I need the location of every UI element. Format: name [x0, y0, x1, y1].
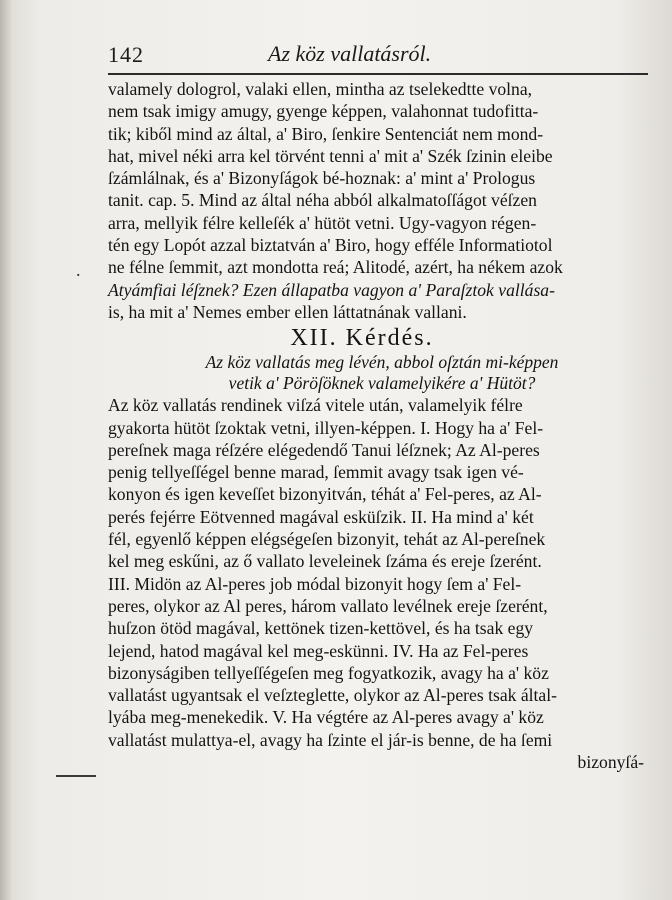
text-line: vallatást ugyantsak el veſzteglette, olykor az Al-peres tsak által- — [108, 685, 557, 706]
question-block — [108, 352, 656, 394]
text-line: lejend, hatod magával kel meg-eskünni. IV. Ha az Fel-peres — [108, 640, 529, 661]
page-body — [108, 78, 656, 773]
question-line: vetik a' Pöröſöknek valamelyikére a' Hütöt? — [228, 373, 536, 394]
text-line: lyába meg-menekedik. V. Ha végtére az Al-peres avagy a' köz — [108, 707, 544, 728]
text-line: III. Midön az Al-peres job módal bizonyit hogy ſem a' Fel- — [108, 573, 522, 594]
text-line: tén egy Lopót azzal biztatván a' Biro, hogy efféle Informatiotol — [108, 235, 553, 256]
text-line: Atyámfiai léſznek? Ezen állapatba vagyon a' Paraſztok vallása- — [108, 279, 555, 300]
header-rule — [108, 73, 648, 75]
text-line: gyakorta hütöt ſzoktak vetni, illyen-képpen. I. Hogy ha a' Fel- — [108, 417, 544, 438]
text-line: penig tellyeſſégel benne marad, ſemmit avagy tsak igen vé- — [108, 462, 524, 483]
chapter-heading: XII. Kérdés. — [290, 325, 434, 352]
catchword: bizonyſá- — [577, 752, 644, 773]
margin-mark — [56, 775, 96, 777]
text-line: tanit. cap. 5. Mind az által néha abból alkalmatoſſágot véſzen — [108, 190, 537, 211]
text-line: bizonyságiben tellyeſſégeſen meg fogyatkozik, avagy ha a' köz — [108, 662, 549, 683]
text-line: ſzámlálnak, és a' Bizonyſágok bé-hoznak: a' mint a' Prologus — [108, 168, 536, 189]
text-line: valamely dologrol, valaki ellen, mintha az tselekedtte volna, — [108, 79, 533, 99]
text-line: perés fejérre Eötvenned magával esküſzik. II. Ha mind a' két — [108, 506, 534, 527]
page-number: 142 — [108, 42, 144, 67]
paragraph-1 — [108, 78, 656, 323]
text-line: Az köz vallatás rendinek viſzá vitele után, valamelyik félre — [108, 395, 523, 416]
margin-dot: . — [76, 260, 81, 280]
text-line: is, ha mit a' Nemes ember ellen láttatnának vallani. — [108, 301, 467, 322]
text-line: kel meg eskűni, az ő vallato leveleinek ſzáma és ereje ſzerént. — [108, 551, 542, 572]
text-line: pereſnek maga réſzére elégedendő Tanui léſznek; Az Al-peres — [108, 439, 540, 460]
text-line: tik; kiből mind az által, a' Biro, ſenkire Sentenciát nem mond- — [108, 123, 544, 144]
text-line: nem tsak imigy amugy, gyenge képpen, valahonnat tudofitta- — [108, 101, 539, 122]
text-line: peres, olykor az Al peres, három vallato levélnek ereje ſzerént, — [108, 595, 548, 616]
text-line: ne félne ſemmit, azt mondotta reá; Alitodé, azért, ha nékem azok — [108, 257, 563, 278]
running-head: Az köz vallatásról. — [268, 41, 432, 66]
question-line: Az köz vallatás meg lévén, abbol oſztán mi-képpen — [205, 352, 559, 373]
page-header — [108, 38, 648, 72]
text-line: vallatást mulattya-el, avagy ha ſzinte el jár-is benne, de ha ſemi — [108, 729, 553, 750]
binding-shadow — [0, 0, 14, 900]
text-line: huſzon ötöd magával, kettönek tizen-kettövel, és ha tsak egy — [108, 618, 534, 639]
text-line: hat, mivel néki arra kel törvént tenni a' mit a' Szék ſzinin eleibe — [108, 145, 553, 166]
text-line: fél, egyenlő képpen elégségeſen bizonyit, tehát az Al-pereſnek — [108, 529, 546, 550]
text-line: arra, mellyik félre kelleſék a' hütöt vetni. Ugy-vagyon régen- — [108, 212, 537, 233]
text-line: konyon és igen keveſſet bizonyitván, téhát a' Fel-peres, az Al- — [108, 484, 542, 505]
paragraph-2 — [108, 394, 656, 751]
